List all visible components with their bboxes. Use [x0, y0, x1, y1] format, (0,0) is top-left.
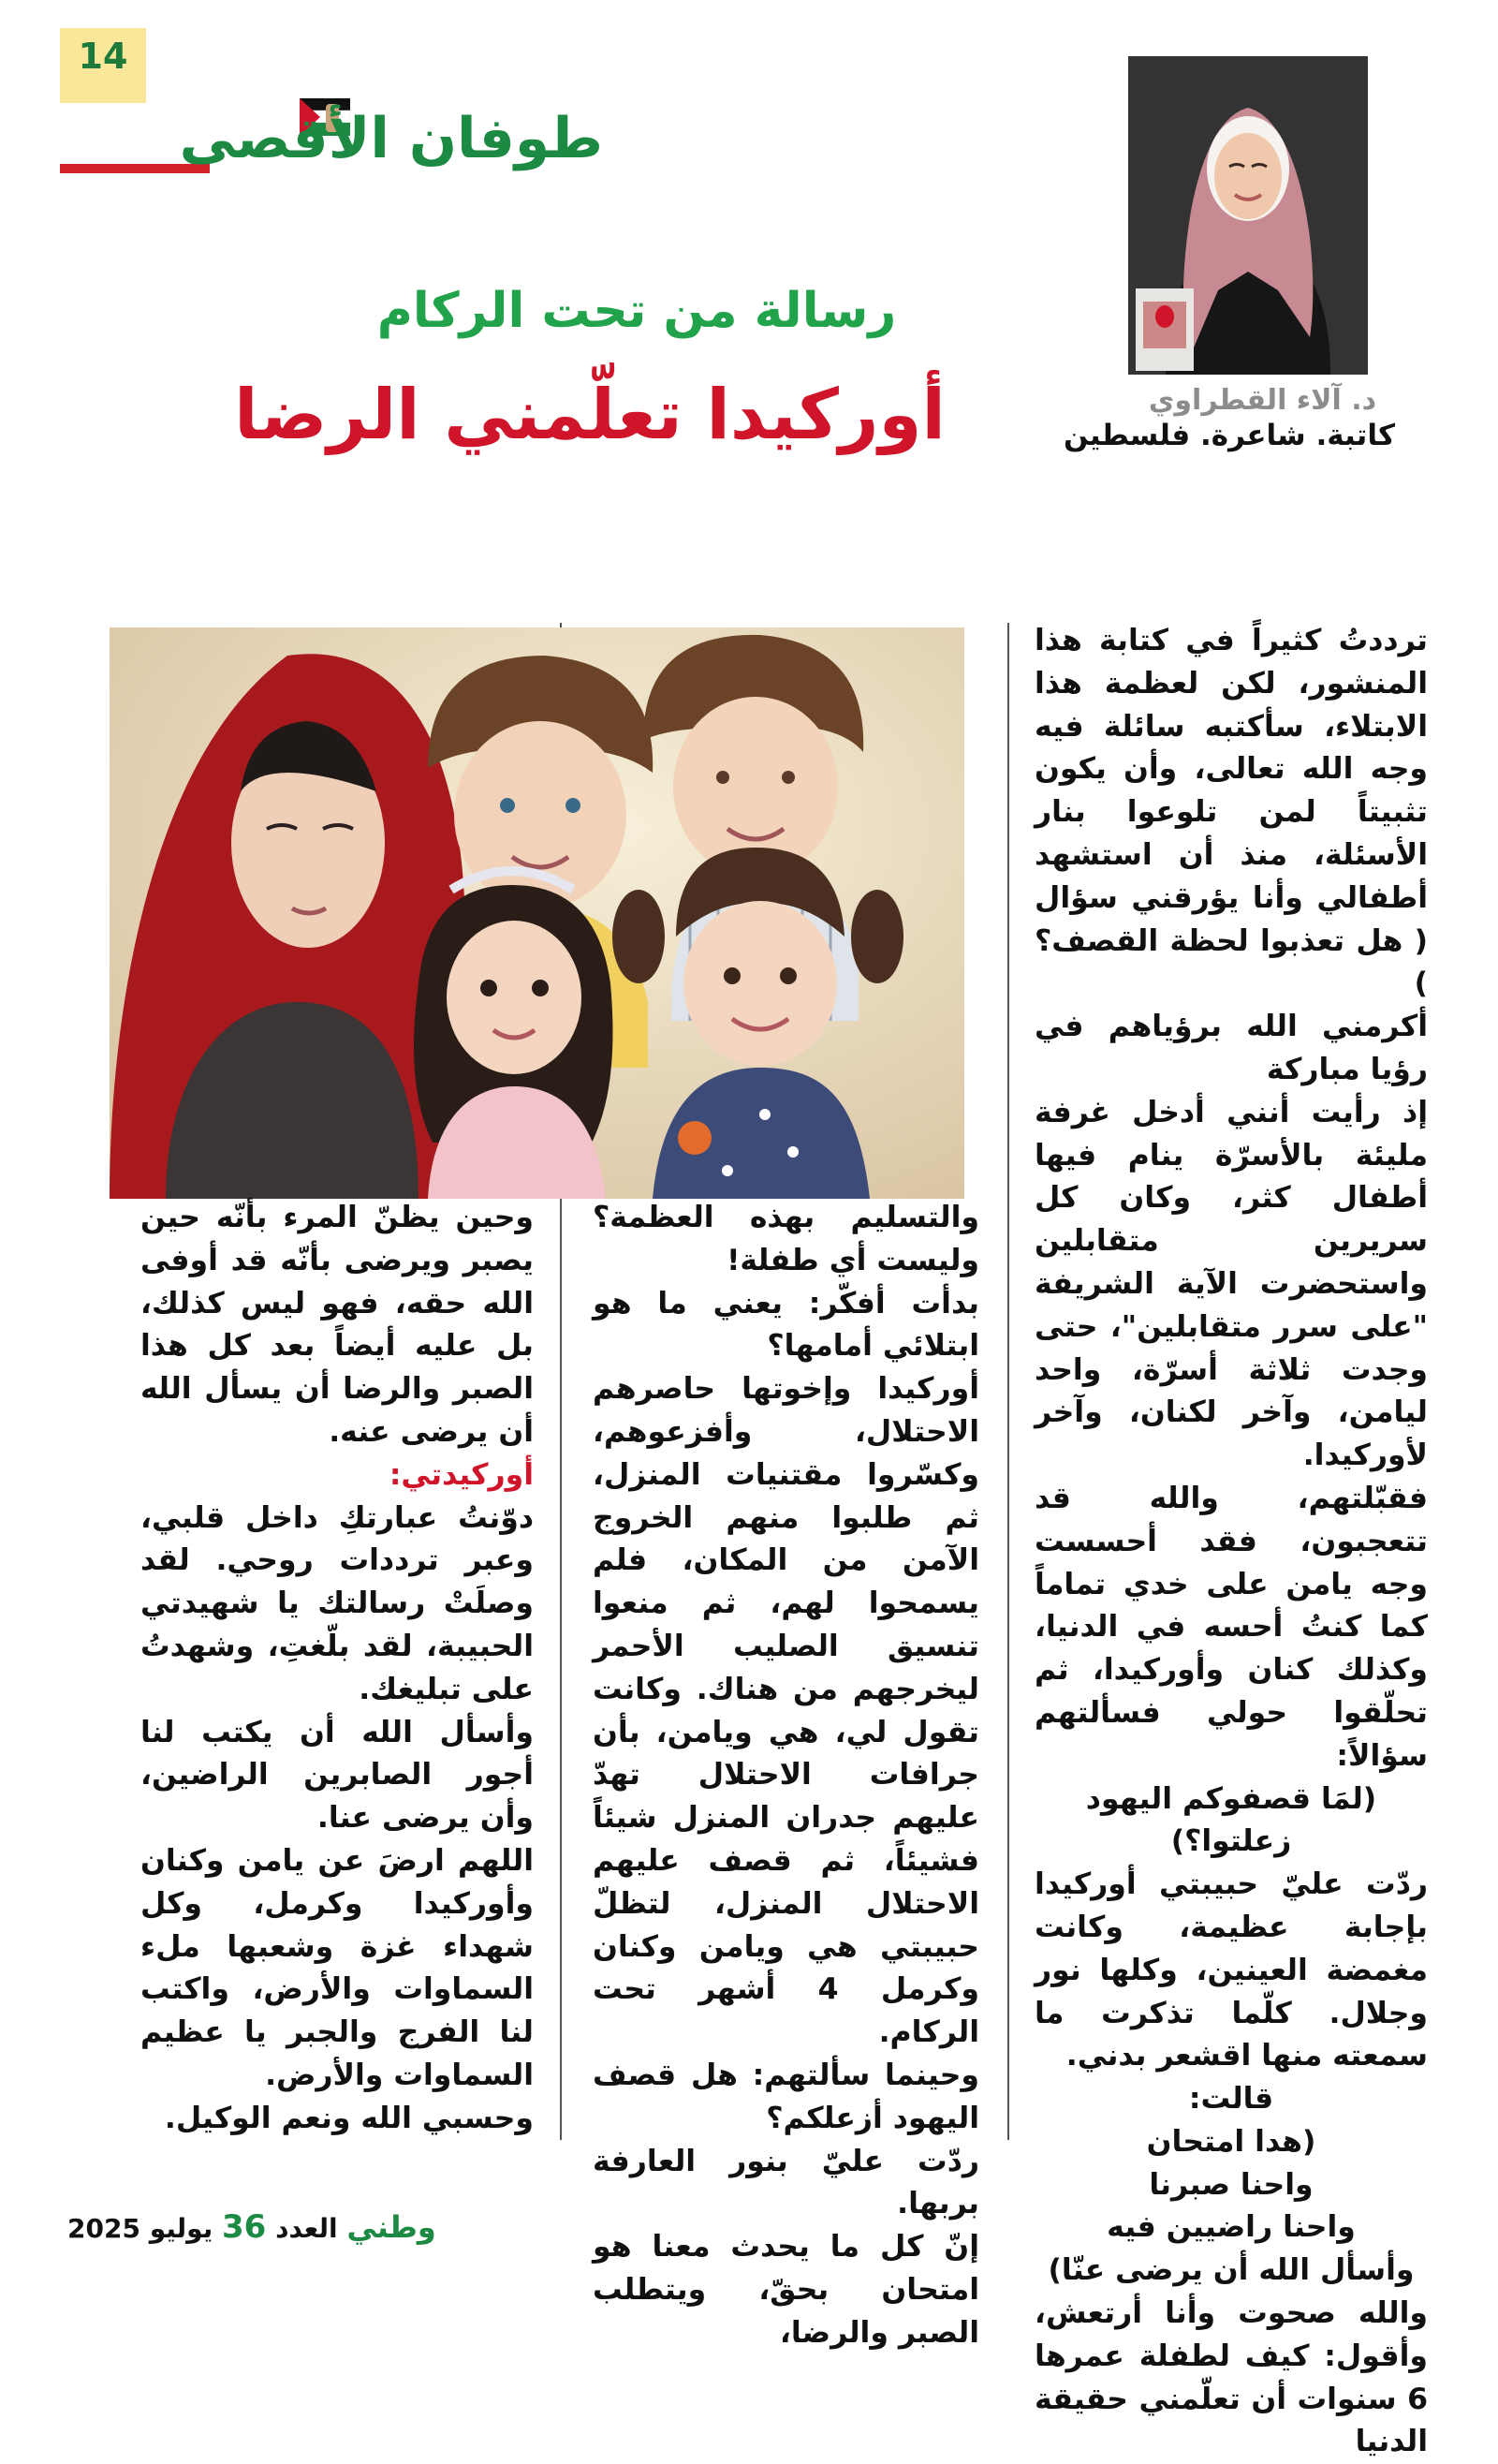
article-column-left	[140, 1197, 534, 2141]
paragraph: ردّت عليّ حبيبتي أوركيدا بإجابة عظيمة، وكانت مغمضة العينين، وكلها نور وجلال. كلّما تذكرت ما سمعته منها اقشعر بدني.	[1035, 1867, 1428, 2073]
article-title: أوركيدا تعلّمني الرضا	[234, 375, 946, 455]
footer-year: 2025	[67, 2213, 140, 2244]
paragraph: ترددتُ كثيراً في كتابة هذا المنشور، لكن لعظمة هذا الابتلاء، سأكتبه سائلة فيه وجه الله تعالى، وأن يكون تثبيتاً لمن تلوعوا بنار الأسئلة، منذ أن استشهد أطفالي وأنا يؤرقني سؤال ( هل تعذبوا لحظة القصف؟ )	[1035, 624, 1428, 1001]
footer-issue-label: العدد	[275, 2213, 338, 2244]
column-divider	[1007, 623, 1009, 2140]
article-column-right	[1035, 620, 1428, 2464]
paragraph: بدأت أفكّر: يعني ما هو ابتلائي أمامها؟	[593, 1286, 979, 1364]
article-column-middle	[593, 1197, 979, 2355]
paragraph: اللهم ارضَ عن يامن وكنان وأوركيدا وكرمل، وكل شهداء غزة وشعبها ملء السماوات والأرض، واكتب لنا الفرج والجبر يا عظيم السماوات والأرض.	[140, 1843, 534, 2092]
family-illustration	[110, 627, 964, 1199]
paragraph: دوّنتُ عبارتكِ داخل قلبي، وعبر ترددات روحي. لقد وصلَتْ رسالتك يا شهيدتي الحبيبة، لقد بلّغتِ، وشهدتُ على تبليغك.	[140, 1500, 534, 1706]
paragraph: وحينما سألتهم: هل قصف اليهود أزعلكم؟	[593, 2058, 979, 2135]
author-name: د. آلاء القطراوي	[1148, 384, 1376, 417]
page-footer	[67, 2208, 436, 2246]
quote-line: واحنا راضيين فيه	[1107, 2210, 1356, 2245]
paragraph: وحسبي الله ونعم الوكيل.	[164, 2101, 534, 2135]
footer-issue-number: 36	[222, 2208, 267, 2246]
paragraph: ردّت عليّ بنور العارفة بربها.	[593, 2144, 979, 2221]
author-portrait-illustration	[1128, 56, 1368, 375]
footer-brand: وطني	[346, 2209, 436, 2245]
quote-intro: قالت:	[1188, 2082, 1274, 2117]
quote-line: وأسأل الله أن يرضى عنّا)	[1048, 2253, 1415, 2288]
section-logo	[60, 98, 603, 201]
article-supertitle: رسالة من تحت الركام	[376, 283, 897, 339]
paragraph: والتسليم بهذه العظمة؟ وليست أي طفلة!	[593, 1201, 979, 1277]
quote-line: (لمَا قصفوكم اليهود زعلتوا؟)	[1085, 1781, 1377, 1859]
author-role: كاتبة. شاعرة. فلسطين	[1063, 419, 1395, 452]
paragraph: أوركيدا وإخوتها حاصرهم الاحتلال، وأفزعوهم، وكسّروا مقتنيات المنزل، ثم طلبوا منهم الخروج الآمن من المكان، فلم يسمحوا لهم، ثم منعوا تنسيق الصليب الأحمر ليخرجهم من هناك. وكانت تقول لي، هي ويامن، بأن جرافات الاحتلال تهدّ عليهم جدران المنزل شيئاً فشيئاً، ثم قصف عليهم الاحتلال المنزل، لتظلّ حبيبتي هي ويامن وكنان وكرمل 4 أشهر تحت الركام.	[593, 1372, 979, 2050]
paragraph: أكرمني الله برؤياهم في رؤيا مباركة	[1035, 1010, 1428, 1086]
author-photo	[1128, 56, 1368, 375]
paragraph: وأسأل الله أن يكتب لنا أجور الصابرين الراضين، وأن يرضى عنا.	[140, 1715, 534, 1836]
footer-month: يوليو	[149, 2213, 213, 2244]
paragraph: وحين يظنّ المرء بأنّه حين يصبر ويرضى بأنّه قد أوفى الله حقه، فهو ليس كذلك، بل عليه أيضاً بعد كل هذا الصبر والرضا أن يسأل الله أن يرضى عنه.	[140, 1201, 534, 1449]
paragraph: فقبّلتهم، والله قد تتعجبون، فقد أحسست وجه يامن على خدي تماماً كما كنتُ أحسه في الدنيا، وكذلك كنان وأوركيدا، ثم تحلّقوا حولي فسألتهم سؤالاً:	[1035, 1481, 1428, 1773]
quote-line: (هدا امتحان	[1146, 2124, 1316, 2159]
page-number: 14	[78, 36, 128, 77]
paragraph: إذ رأيت أنني أدخل غرفة مليئة بالأسرّة ينام فيها أطفال كثر، وكان كل سريرين متقابلين واستحضرت الآية الشريفة "على سرر متقابلين"، حتى وجدت ثلاثة أسرّة، واحد ليامن، وآخر لكنان، وآخر لأوركيدا.	[1035, 1095, 1428, 1473]
logo-text: طوفان الأقصى	[179, 106, 603, 171]
subheading: أوركيدتي:	[389, 1457, 534, 1492]
paragraph: إنّ كل ما يحدث معنا هو امتحان بحقّ، ويتطلب الصبر والرضا،	[593, 2230, 979, 2350]
quote-line: واحنا صبرنا	[1149, 2167, 1314, 2202]
paragraph: والله صحوت وأنا أرتعش، وأقول: كيف لطفلة عمرها 6 سنوات أن تعلّمني حقيقة الدنيا	[1035, 2296, 1428, 2459]
